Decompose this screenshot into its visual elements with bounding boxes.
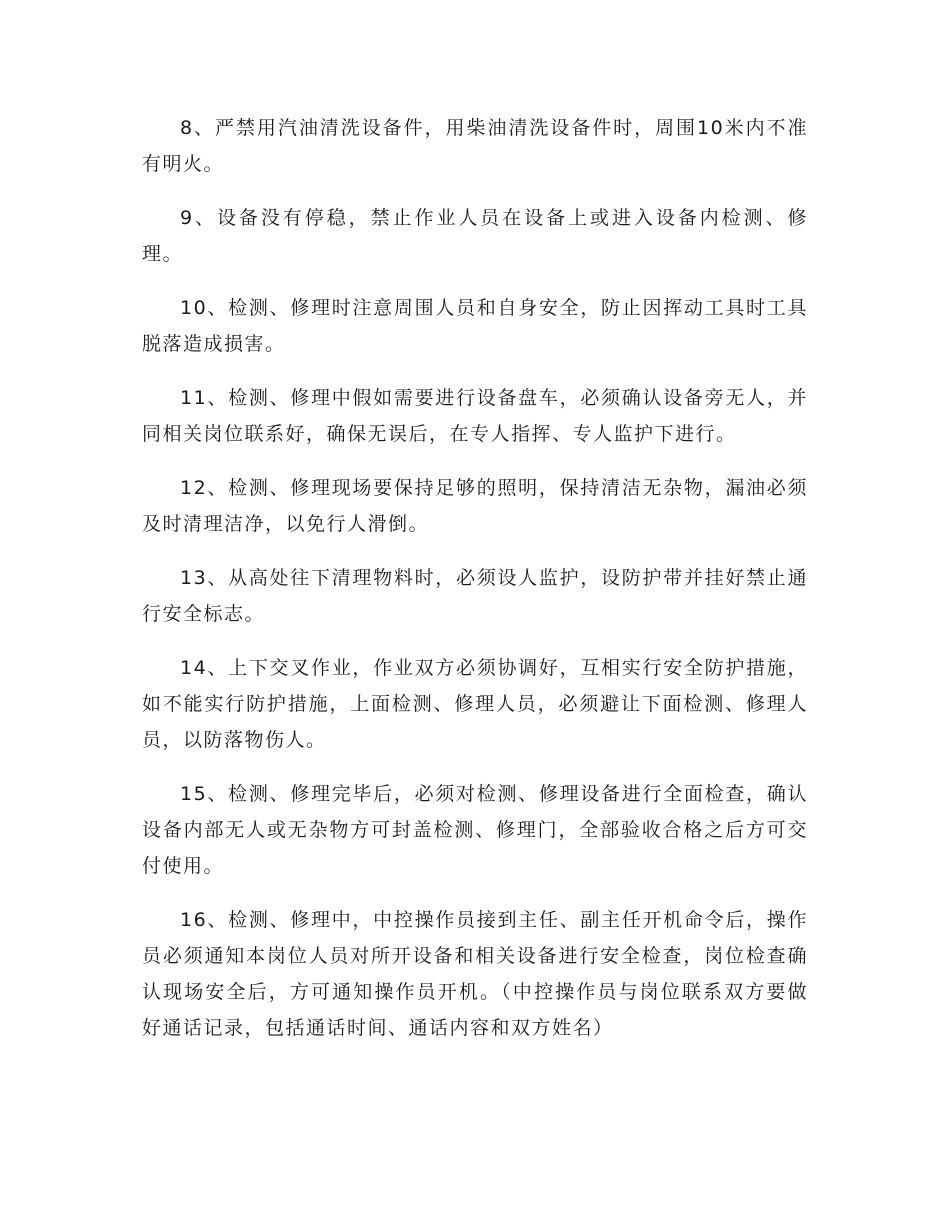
paragraph-rule-10: 10、检测、修理时注意周围人员和自身安全，防止因挥动工具时工具脱落造成损害。 [142,297,808,355]
paragraph-rule-16: 16、检测、修理中，中控操作员接到主任、副主任开机命令后，操作员必须通知本岗位人员对所开设备和相关设备进行安全检查，岗位检查确认现场安全后，方可通知操作员开机。（中控操作员与岗位联系双方要做好通话记录，包括通话时间、通话内容和双方姓名） [142,909,808,1039]
paragraph-rule-12: 12、检测、修理现场要保持足够的照明，保持清洁无杂物，漏油必须及时清理洁净，以免行人滑倒。 [142,477,808,535]
paragraph-rule-15: 15、检测、修理完毕后，必须对检测、修理设备进行全面检查，确认设备内部无人或无杂物方可封盖检测、修理门，全部验收合格之后方可交付使用。 [142,783,808,877]
paragraph-rule-14: 14、上下交叉作业，作业双方必须协调好，互相实行安全防护措施，如不能实行防护措施，上面检测、修理人员，必须避让下面检测、修理人员，以防落物伤人。 [142,657,808,751]
document-body [142,110,808,1064]
paragraph-rule-9: 9、设备没有停稳，禁止作业人员在设备上或进入设备内检测、修理。 [142,207,808,265]
paragraph-rule-11: 11、检测、修理中假如需要进行设备盘车，必须确认设备旁无人，并同相关岗位联系好，确保无误后，在专人指挥、专人监护下进行。 [142,387,808,445]
paragraph-rule-8: 8、严禁用汽油清洗设备件，用柴油清洗设备件时，周围10米内不准有明火。 [142,117,808,175]
paragraph-rule-13: 13、从高处往下清理物料时，必须设人监护，设防护带并挂好禁止通行安全标志。 [142,567,808,625]
